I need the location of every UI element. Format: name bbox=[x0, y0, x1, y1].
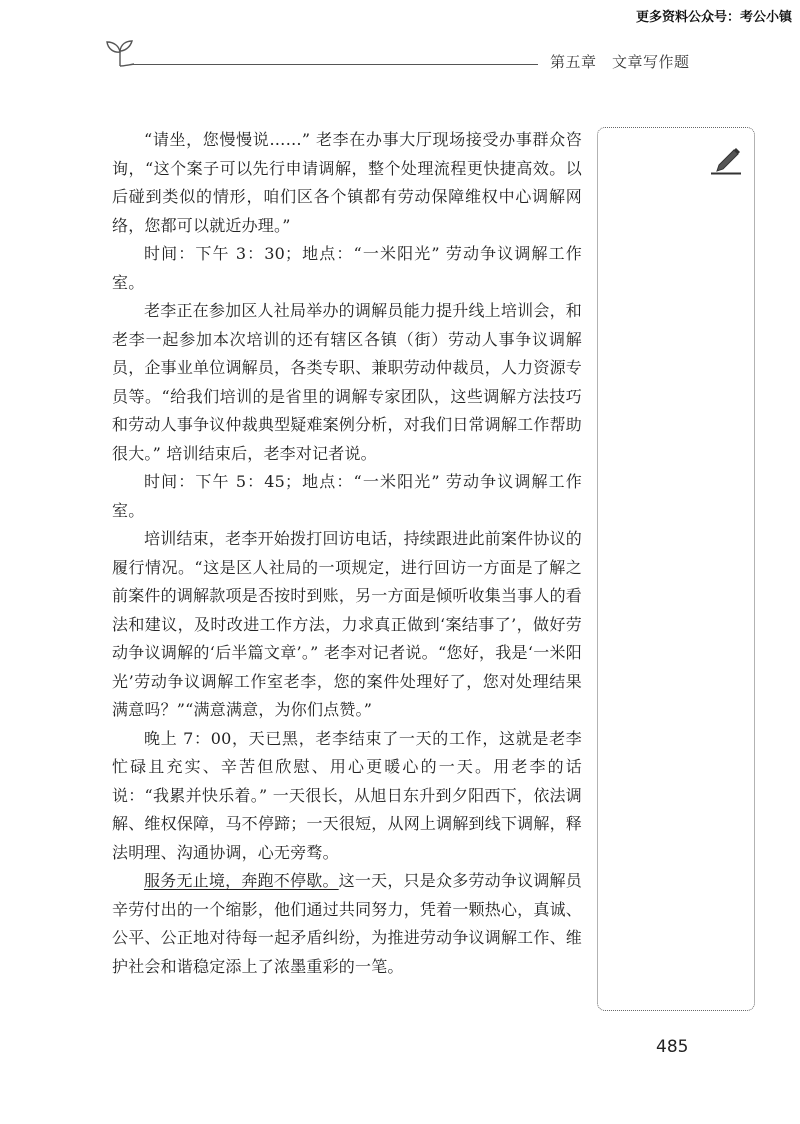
chapter-title: 第五章 文章写作题 bbox=[550, 53, 690, 71]
paragraph: 培训结束，老李开始拨打回访电话，持续跟进此前案件协议的履行情况。“这是区人社局的一项规定，进行回访一方面是了解之前案件的调解款项是否按时到账，另一方面是倾听收集当事人的看法和建议，及时改进工作方法，力求真正做到‘案结事了’，做好劳动争议调解的‘后半篇文章’。” 老李对记者说。“您好，我是‘一米阳光’劳动争议调解工作室老李，您的案件处理好了，您对处理结果满意吗？”“满意满意，为你们点赞。” bbox=[112, 529, 582, 719]
paragraph: 时间：下午 5：45；地点：“一米阳光” 劳动争议调解工作室。 bbox=[112, 472, 582, 520]
notes-panel[interactable] bbox=[597, 127, 755, 1011]
watermark-text: 更多资料公众号：考公小镇 bbox=[635, 10, 792, 25]
underlined-phrase: 服务无止境，奔跑不停歇。 bbox=[144, 871, 339, 890]
paragraph: 时间：下午 3：30；地点：“一米阳光” 劳动争议调解工作室。 bbox=[112, 244, 582, 292]
article-body bbox=[112, 126, 582, 981]
page-number: 485 bbox=[656, 1037, 689, 1057]
paragraph: “请坐，您慢慢说……” 老李在办事大厅现场接受办事群众咨询，“这个案子可以先行申请调解，整个处理流程更快捷高效。以后碰到类似的情形，咱们区各个镇都有劳动保障维权中心调解网络，您都可以就近办理。” bbox=[112, 130, 582, 235]
paragraph-final bbox=[112, 867, 582, 981]
header-divider bbox=[132, 64, 538, 65]
paragraph: 老李正在参加区人社局举办的调解员能力提升线上培训会，和老李一起参加本次培训的还有辖区各镇（街）劳动人事争议调解员，企事业单位调解员，各类专职、兼职劳动仲裁员，人力资源专员等。“给我们培训的是省里的调解专家团队，这些调解方法技巧和劳动人事争议仲裁典型疑难案例分析，对我们日常调解工作帮助很大。” 培训结束后，老李对记者说。 bbox=[112, 301, 582, 463]
paragraph-final-rest: 这一天，只是众多劳动争议调解员辛劳付出的一个缩影，他们通过共同努力，凭着一颗热心，真诚、公平、公正地对待每一起矛盾纠纷，为推进劳动争议调解工作、维护社会和谐稳定添上了浓墨重彩的一笔。 bbox=[112, 871, 582, 976]
pencil-icon bbox=[708, 143, 742, 175]
paragraph: 晚上 7：00，天已黑，老李结束了一天的工作，这就是老李忙碌且充实、辛苦但欣慰、用心更暖心的一天。用老李的话说：“我累并快乐着。” 一天很长，从旭日东升到夕阳西下，依法调解、维权保障，马不停蹄；一天很短，从网上调解到线下调解，释法明理、沟通协调，心无旁骛。 bbox=[112, 728, 582, 862]
